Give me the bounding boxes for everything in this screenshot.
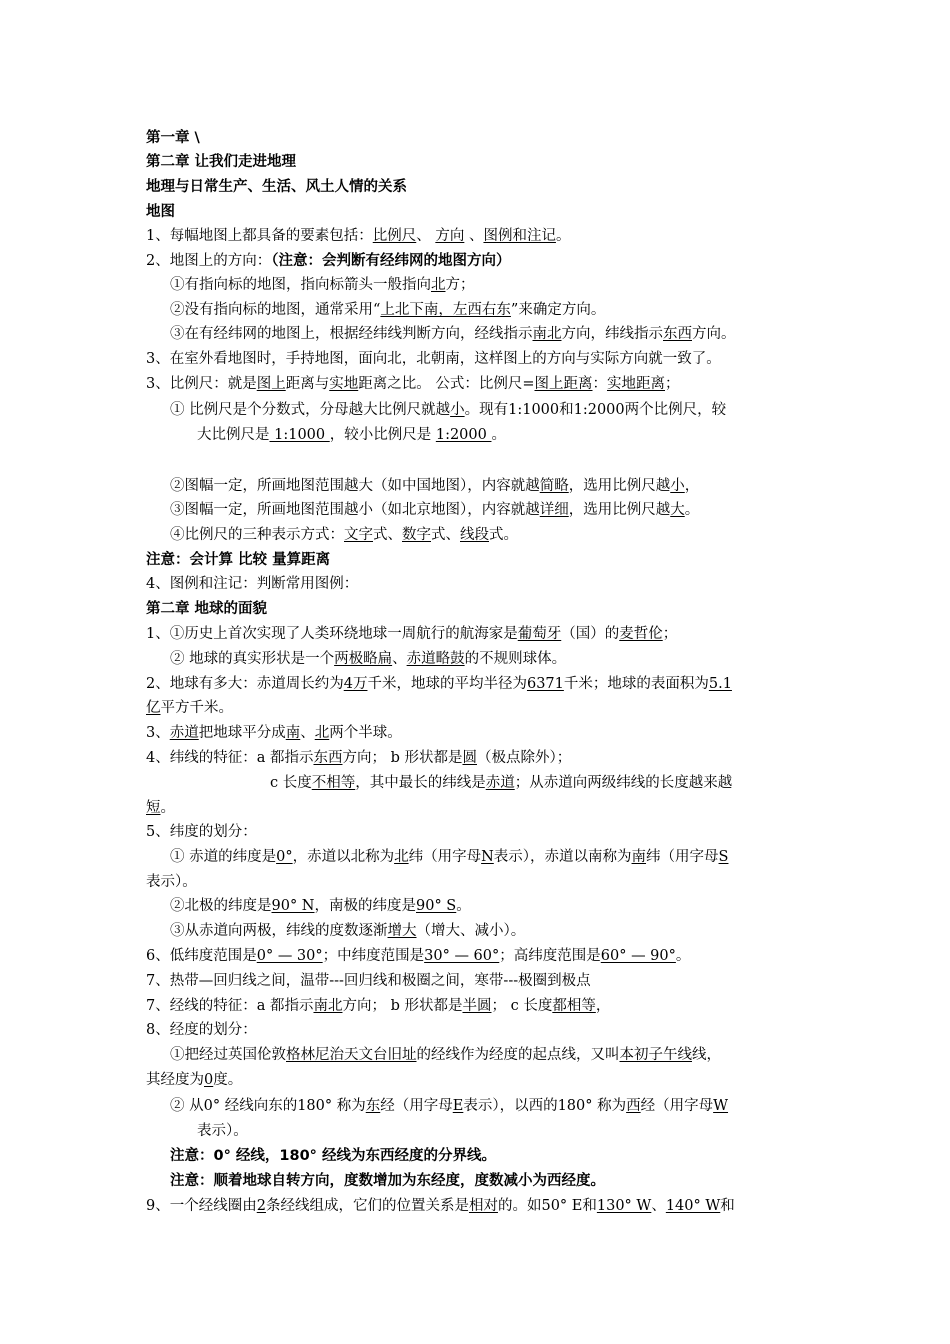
- line-latitude-division: 5、纬度的划分：: [146, 824, 257, 840]
- line-equator: 3、赤道把地球平分成南、北两个半球。: [146, 725, 402, 741]
- heading-map: 地图: [146, 204, 175, 220]
- line-latitude-1-cont: 表示）。: [146, 874, 197, 890]
- line-scale-1: ① 比例尺是个分数式，分母越大比例尺就越小。现有1:1000和1:2000两个比例尺，较: [170, 402, 727, 418]
- line-longitude-1-cont: 其经度为0度。: [146, 1072, 243, 1088]
- line-scale-definition: 3、比例尺：就是图上距离与实地距离之比。 公式：比例尺=图上距离：实地距离；: [146, 376, 680, 392]
- line-map-elements: 1、每幅地图上都具备的要素包括：比例尺、 方向 、图例和注记。: [146, 228, 571, 244]
- line-note-rotation: 注意：顺着地球自转方向，度数增加为东经度，度数减小为西经度。: [170, 1173, 605, 1189]
- line-earth-size-cont: 亿平方千米。: [146, 700, 233, 716]
- line-navigator: 1、①历史上首次实现了人类环绕地球一周航行的航海家是葡萄牙（国）的麦哲伦；: [146, 626, 678, 642]
- line-longitude-2-cont: 表示）。: [197, 1123, 248, 1139]
- heading-section: 地理与日常生产、生活、风土人情的关系: [146, 179, 407, 195]
- heading-chapter-2: 第二章 让我们走进地理: [146, 154, 297, 170]
- line-scale-1-cont: 大比例尺是 1:1000 ，较小比例尺是 1:2000 。: [197, 427, 506, 443]
- line-longitude-1: ①把经过英国伦敦格林尼治天文台旧址的经线作为经度的起点线，又叫本初子午线线，: [170, 1047, 721, 1063]
- line-latitude-ranges: 6、低纬度范围是0° — 30°；中纬度范围是30° — 60°；高纬度范围是60° — 90°。: [146, 948, 691, 964]
- line-longitude-features: 7、经线的特征：a 都指示南北方向； b 形状都是半圆； c 长度都相等，: [146, 998, 611, 1014]
- line-scale-4: ④比例尺的三种表示方式：文字式、数字式、线段式。: [170, 527, 518, 543]
- line-scale-2: ②图幅一定，所画地图范围越大（如中国地图），内容就越简略，选用比例尺越小，: [170, 478, 700, 494]
- line-meridian-circle: 9、一个经线圈由2条经线组成，它们的位置关系是相对的。如50° E和130° W、140° W和: [146, 1198, 735, 1214]
- line-earth-size: 2、地球有多大：赤道周长约为4万千米，地球的平均半径为6371千米；地球的表面积为5.1: [146, 676, 732, 692]
- heading-chapter-1: 第一章 \: [146, 130, 200, 146]
- line-latitude-length: c 长度不相等，其中最长的纬线是赤道；从赤道向两级纬线的长度越来越: [270, 775, 733, 791]
- heading-earth-appearance: 第二章 地球的面貌: [146, 601, 268, 617]
- line-latitude-length-cont: 短。: [146, 800, 175, 816]
- line-latitude-2: ②北极的纬度是90° N，南极的纬度是90° S。: [170, 898, 471, 914]
- line-note-scale: 注意：会计算 比较 量算距离: [146, 552, 331, 568]
- line-map-direction: 2、地图上的方向：（注意：会判断有经纬网的地图方向）: [146, 253, 511, 269]
- line-outdoor-map: 3、在室外看地图时，手持地图，面向北，北朝南，这样图上的方向与实际方向就一致了。: [146, 351, 721, 367]
- line-note-boundary: 注意：0° 经线，180° 经线为东西经度的分界线。: [170, 1148, 496, 1164]
- line-longitude-2: ② 从0° 经线向东的180° 称为东经（用字母E表示），以西的180° 称为西经（用字母W: [170, 1098, 729, 1114]
- line-scale-3: ③图幅一定，所画地图范围越小（如北京地图），内容就越详细，选用比例尺越大。: [170, 502, 700, 518]
- line-direction-1: ①有指向标的地图，指向标箭头一般指向北方；: [170, 277, 475, 293]
- line-legend: 4、图例和注记：判断常用图例：: [146, 576, 359, 592]
- line-earth-shape: ② 地球的真实形状是一个两极略扁、赤道略鼓的不规则球体。: [170, 651, 567, 667]
- line-latitude-1: ① 赤道的纬度是0°，赤道以北称为北纬（用字母N表示），赤道以南称为南纬（用字母S: [170, 849, 729, 865]
- line-climate-zones: 7、热带—回归线之间，温带---回归线和极圈之间，寒带---极圈到极点: [146, 973, 591, 989]
- line-direction-2: ②没有指向标的地图，通常采用“上北下南，左西右东”来确定方向。: [170, 302, 606, 318]
- line-direction-3: ③在有经纬网的地图上，根据经纬线判断方向，经线指示南北方向，纬线指示东西方向。: [170, 326, 736, 342]
- line-longitude-division: 8、经度的划分：: [146, 1022, 257, 1038]
- line-latitude-3: ③从赤道向两极，纬线的度数逐渐增大（增大、减小）。: [170, 923, 526, 939]
- line-latitude-features: 4、纬线的特征：a 都指示东西方向； b 形状都是圆（极点除外）；: [146, 750, 572, 766]
